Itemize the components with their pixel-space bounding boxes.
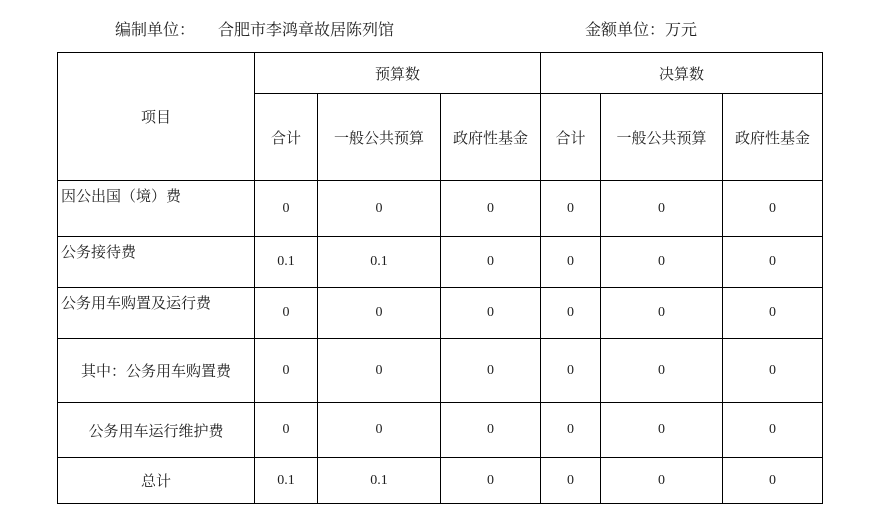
col-header-final-total: 合计 bbox=[541, 94, 601, 181]
value-cell: 0 bbox=[441, 403, 541, 458]
value-cell: 0.1 bbox=[318, 237, 441, 288]
value-cell: 0.1 bbox=[255, 458, 318, 504]
value-cell: 0 bbox=[255, 403, 318, 458]
col-header-budget-general-public: 一般公共预算 bbox=[318, 94, 441, 181]
value-cell: 0.1 bbox=[255, 237, 318, 288]
value-cell: 0 bbox=[541, 181, 601, 237]
value-cell: 0 bbox=[723, 288, 823, 339]
value-cell: 0 bbox=[318, 181, 441, 237]
value-cell: 0 bbox=[601, 288, 723, 339]
amount-unit-label: 金额单位： bbox=[585, 22, 666, 39]
value-cell: 0 bbox=[441, 288, 541, 339]
row-label-official-reception: 公务接待费 bbox=[58, 237, 255, 288]
row-label-outbound-travel: 因公出国（境）费 bbox=[58, 181, 255, 237]
table-header-group-row bbox=[58, 53, 823, 94]
table-row-vehicle-purchase bbox=[58, 339, 823, 403]
amount-unit-value: 万元 bbox=[665, 22, 698, 39]
doc-header-line bbox=[0, 17, 880, 39]
table-row-official-reception bbox=[58, 237, 823, 288]
table-row-total bbox=[58, 458, 823, 504]
value-cell: 0 bbox=[541, 339, 601, 403]
sangong-expense-table bbox=[57, 52, 823, 504]
col-header-final-government-fund: 政府性基金 bbox=[723, 94, 823, 181]
value-cell: 0 bbox=[723, 339, 823, 403]
col-group-budget: 预算数 bbox=[255, 53, 541, 94]
row-label-vehicle-purchase-operation: 公务用车购置及运行费 bbox=[58, 288, 255, 339]
value-cell: 0.1 bbox=[318, 458, 441, 504]
value-cell: 0 bbox=[441, 237, 541, 288]
value-cell: 0 bbox=[441, 181, 541, 237]
value-cell: 0 bbox=[255, 181, 318, 237]
table-row-vehicle-maintenance bbox=[58, 403, 823, 458]
col-header-item: 项目 bbox=[58, 53, 255, 181]
value-cell: 0 bbox=[541, 288, 601, 339]
table-row-outbound-travel bbox=[58, 181, 823, 237]
value-cell: 0 bbox=[318, 339, 441, 403]
value-cell: 0 bbox=[601, 339, 723, 403]
value-cell: 0 bbox=[601, 237, 723, 288]
table-row-vehicle-purchase-operation bbox=[58, 288, 823, 339]
value-cell: 0 bbox=[601, 181, 723, 237]
value-cell: 0 bbox=[723, 458, 823, 504]
col-group-final: 决算数 bbox=[541, 53, 823, 94]
col-header-final-general-public: 一般公共预算 bbox=[601, 94, 723, 181]
value-cell: 0 bbox=[255, 288, 318, 339]
value-cell: 0 bbox=[723, 403, 823, 458]
row-label-vehicle-purchase: 其中：公务用车购置费 bbox=[58, 339, 255, 403]
value-cell: 0 bbox=[723, 237, 823, 288]
value-cell: 0 bbox=[723, 181, 823, 237]
col-header-budget-government-fund: 政府性基金 bbox=[441, 94, 541, 181]
compiling-unit-value: 合肥市李鸿章故居陈列馆 bbox=[218, 22, 395, 39]
value-cell: 0 bbox=[441, 339, 541, 403]
value-cell: 0 bbox=[541, 237, 601, 288]
col-header-budget-total: 合计 bbox=[255, 94, 318, 181]
value-cell: 0 bbox=[541, 458, 601, 504]
row-label-total: 总计 bbox=[58, 458, 255, 504]
value-cell: 0 bbox=[541, 403, 601, 458]
value-cell: 0 bbox=[601, 403, 723, 458]
value-cell: 0 bbox=[318, 288, 441, 339]
compiling-unit-label: 编制单位： bbox=[115, 22, 196, 39]
value-cell: 0 bbox=[441, 458, 541, 504]
row-label-vehicle-maintenance: 公务用车运行维护费 bbox=[58, 403, 255, 458]
value-cell: 0 bbox=[318, 403, 441, 458]
value-cell: 0 bbox=[255, 339, 318, 403]
value-cell: 0 bbox=[601, 458, 723, 504]
amount-unit bbox=[585, 17, 697, 40]
